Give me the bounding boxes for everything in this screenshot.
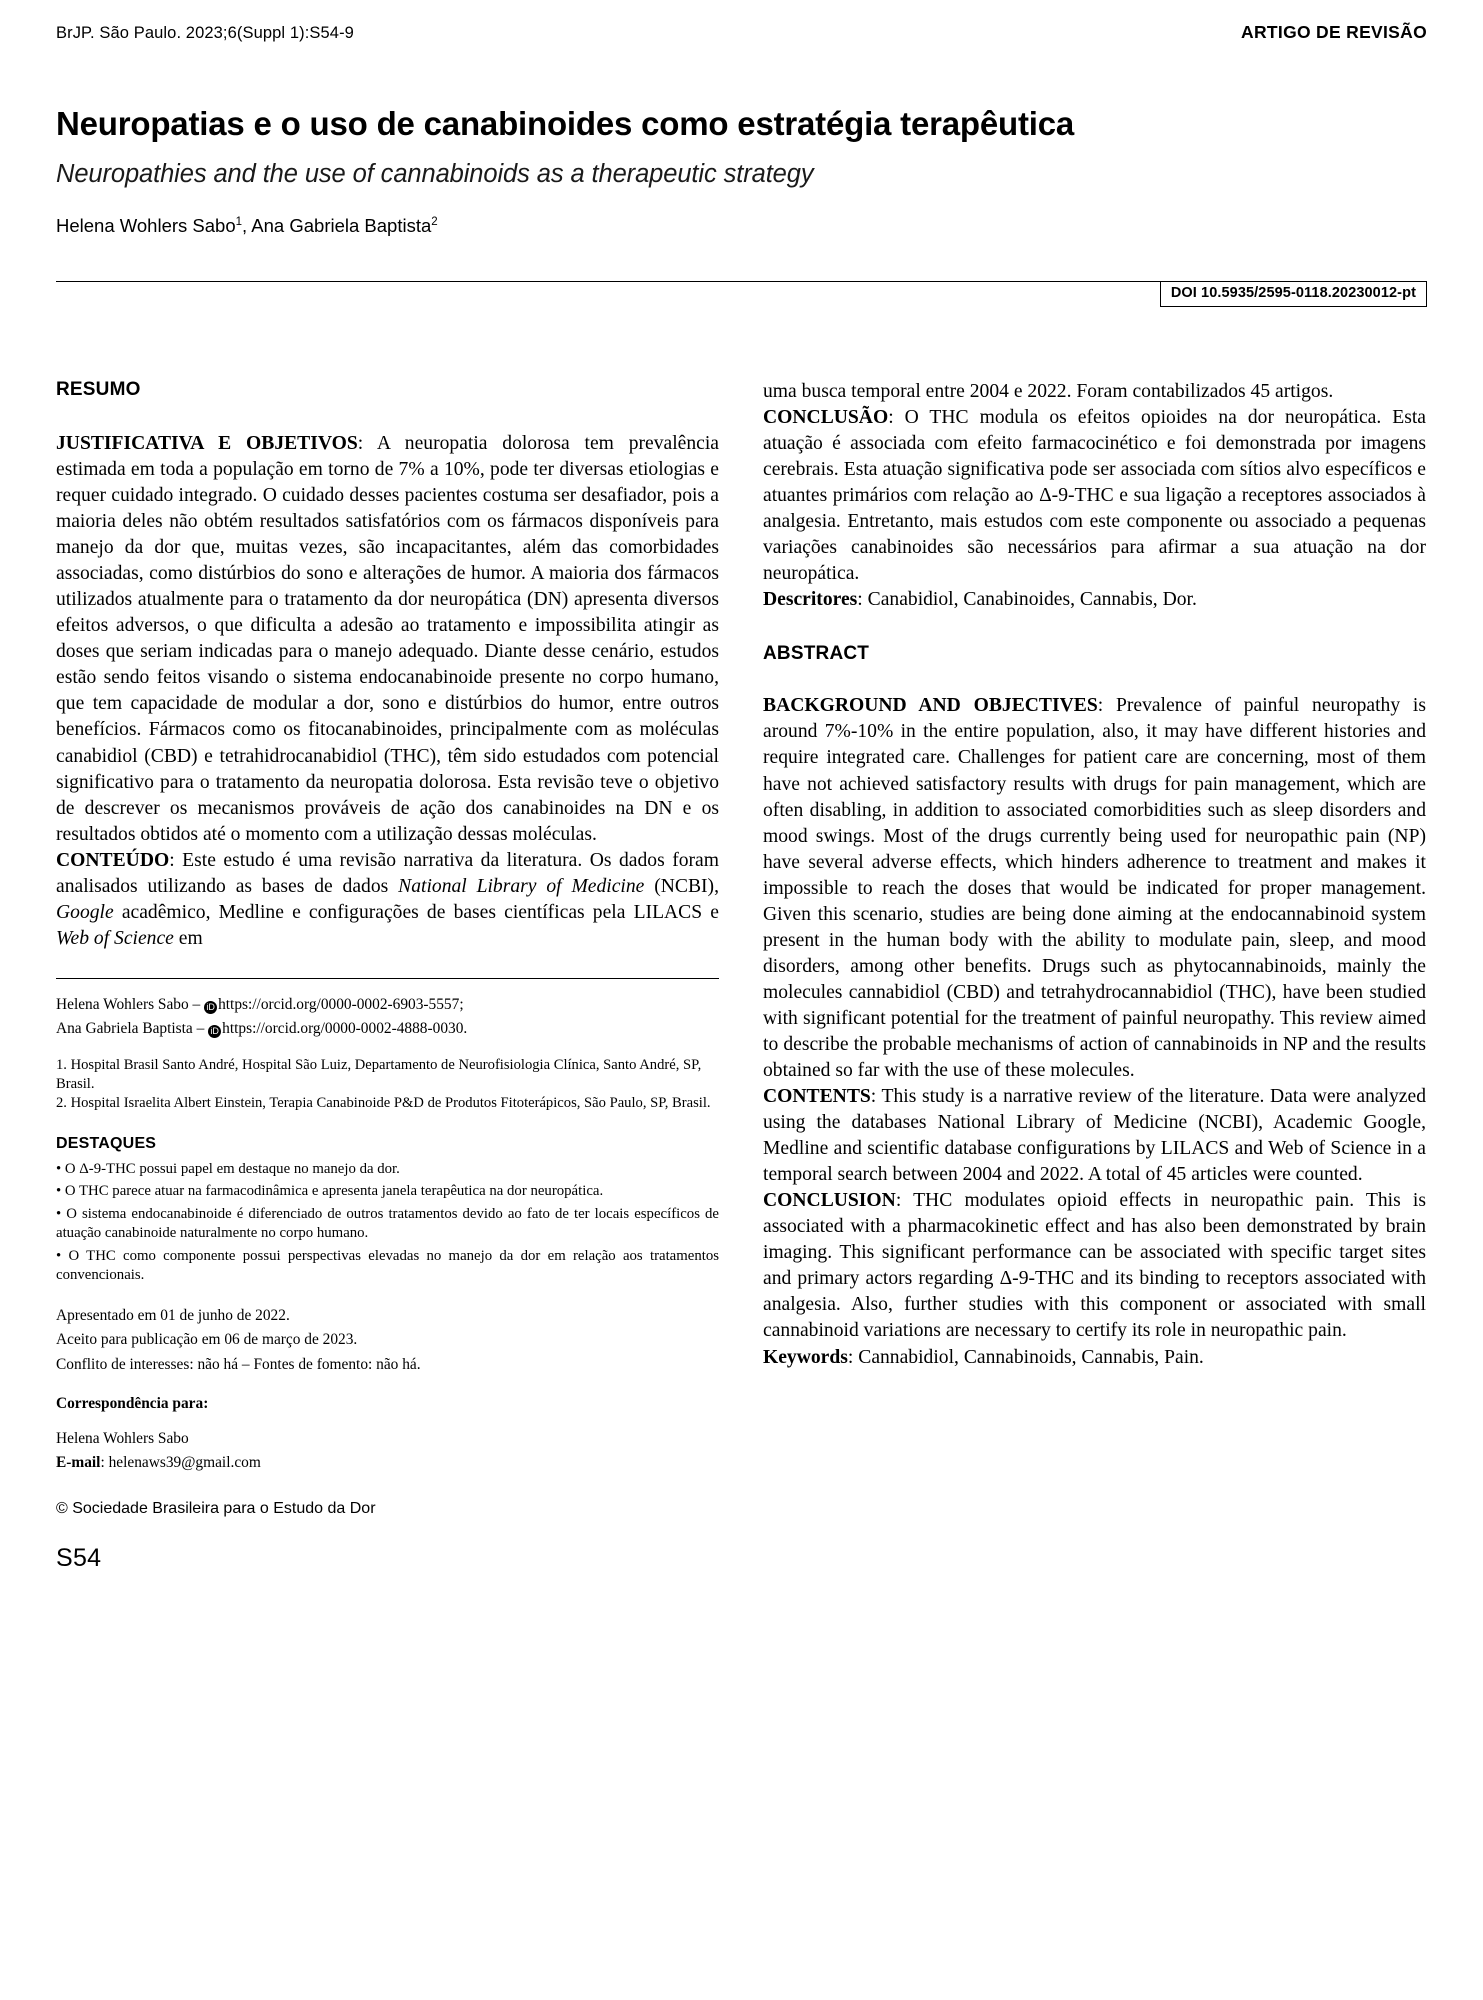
orcid-url-1[interactable]: https://orcid.org/0000-0002-6903-5557; xyxy=(218,995,464,1013)
resumo-p2-italic-3: Web of Science xyxy=(56,927,174,949)
descritores-text: : Canabidiol, Canabinoides, Cannabis, Dor. xyxy=(857,589,1197,611)
orcid-line-1 xyxy=(56,995,719,1015)
resumo-paragraph-3 xyxy=(763,405,1426,587)
author-list: Helena Wohlers Sabo$^1$, Ana Gabriela Baptista$^2$ xyxy=(56,214,438,236)
copyright-notice: © Sociedade Brasileira para o Estudo da Dor xyxy=(56,1499,376,1517)
abstract-p2-lead: CONTENTS xyxy=(763,1086,871,1108)
descritores-lead: Descritores xyxy=(763,589,858,611)
correspondence-name: Helena Wohlers Sabo xyxy=(56,1429,189,1447)
publication-dates xyxy=(56,1306,719,1375)
keywords-text: : Cannabidiol, Cannabinoids, Cannabis, Pain. xyxy=(847,1346,1204,1368)
resumo-heading: RESUMO xyxy=(56,378,141,400)
resumo-p3-lead: CONCLUSÃO xyxy=(763,406,889,428)
resumo-p2-text-c: acadêmico, Medline e configurações de bases científicas pela LILACS e xyxy=(113,901,719,923)
received-date: Apresentado em 01 de junho de 2022. xyxy=(56,1306,290,1324)
abstract-p1-lead: BACKGROUND AND OBJECTIVES xyxy=(763,695,1098,717)
resumo-p2-italic-2: Google xyxy=(56,901,114,923)
accepted-date: Aceito para publicação em 06 de março de 2023. xyxy=(56,1331,358,1349)
running-head xyxy=(56,22,1427,43)
abstract-paragraph-2 xyxy=(763,1084,1426,1188)
abstract-heading: ABSTRACT xyxy=(763,643,870,665)
article-type-label: ARTIGO DE REVISÃO xyxy=(1241,22,1427,42)
resumo-paragraph-2 xyxy=(56,848,719,952)
abstract-p2-text: : This study is a narrative review of the literature. Data were analyzed using the databases National Library of Medicine (NCBI), Academic Google, Medline and scientific database configurations by LILACS and Web of Science in a temporal search between 2004 and 2022. A total of 45 articles were counted. xyxy=(763,1086,1426,1186)
two-column-body xyxy=(56,379,1427,1573)
correspondence-heading-text: Correspondência para xyxy=(56,1395,204,1413)
page-number: S54 xyxy=(56,1543,102,1572)
email-value[interactable]: : helenaws39@gmail.com xyxy=(100,1454,261,1472)
page-content xyxy=(56,22,1427,1573)
orcid-icon: iD xyxy=(204,1001,217,1014)
resumo-descriptors xyxy=(763,587,1426,613)
orcid-author-1: Helena Wohlers Sabo – xyxy=(56,995,205,1013)
affiliation-2: 2. Hospital Israelita Albert Einstein, Terapia Canabinoide P&D de Produtos Fitoterápicos, São Paulo, SP, Brasil. xyxy=(56,1094,711,1111)
abstract-keywords xyxy=(763,1345,1426,1371)
highlight-item: • O THC como componente possui perspectivas elevadas no manejo da dor em relação aos tratamentos convencionais. xyxy=(56,1247,719,1284)
highlight-item: • O sistema endocanabinoide é diferenciado de outros tratamentos devido ao fato de ter locais específicos de atuação canabinoide naturalmente no corpo humano. xyxy=(56,1205,719,1242)
resumo-p1-lead: JUSTIFICATIVA E OBJETIVOS xyxy=(56,432,358,454)
orcid-icon: iD xyxy=(208,1025,221,1038)
journal-citation: BrJP. São Paulo. 2023;6(Suppl 1):S54-9 xyxy=(56,24,354,42)
email-label: E-mail xyxy=(56,1454,101,1472)
abstract-p1-text: : Prevalence of painful neuropathy is around 7%-10% in the entire population, also, it may have different histories and require integrated care. Challenges for patient care are concerning, most of them have not achieved satisfactory results with drugs for pain management, which are often disabling, in addition to associated comorbidities such as sleep disorders and mood swings. Most of the drugs currently being used for neuropathic pain (NP) have several adverse effects, which hinders adherence to treatment and makes it impossible to reach the doses that would be indicated for proper management. Given this scenario, studies are being done aiming at the endocannabinoid system present in the human body with the ability to modulate pain, sleep, and mood disorders, among other benefits. Drugs such as phytocannabinoids, mainly the molecules cannabidiol (CBD) and tetrahydrocannabidiol (THC), have been studied with significant potential for the treatment of painful neuropathy. This review aimed to describe the probable mechanisms of action of cannabinoids in NP and the results obtained so far with the use of these molecules. xyxy=(763,695,1426,1082)
resumo-p3-text: : O THC modula os efeitos opioides na dor neuropática. Esta atuação é associada com efeito farmacocinético e foi demonstrada por imagens cerebrais. Esta atuação significativa pode ser associada com sítios alvo específicos e atuantes primários com relação ao Δ-9-THC e sua ligação a receptores associados à analgesia. Entretanto, mais estudos com este componente ou associado a pequenas variações canabinoides são necessários para afirmar a sua atuação na dor neuropática. xyxy=(763,406,1426,585)
column-left xyxy=(56,379,719,1573)
correspondence-heading: Correspondência para: xyxy=(56,1395,209,1413)
abstract-paragraph-1 xyxy=(763,693,1426,1084)
resumo-p2-text-b: (NCBI), xyxy=(644,875,719,897)
abstract-p3-lead: CONCLUSION xyxy=(763,1190,896,1212)
doi-badge[interactable]: DOI 10.5935/2595-0118.20230012-pt xyxy=(1160,281,1427,307)
resumo-p2-italic-1: National Library of Medicine xyxy=(398,875,645,897)
doi-row xyxy=(56,281,1427,307)
column-right xyxy=(763,379,1426,1573)
conflict-of-interest: Conflito de interesses: não há – Fontes de fomento: não há. xyxy=(56,1355,421,1373)
keywords-lead: Keywords xyxy=(763,1346,848,1368)
abstract-p3-text: : THC modulates opioid effects in neuropathic pain. This is associated with a pharmacokinetic effect and has also been demonstrated by brain imaging. This significant performance can be associated with specific target sites and primary actors regarding Δ-9-THC and its binding to receptors associated with analgesia. Also, further studies with this component or associated with small cannabinoid variations are necessary to certify its role in neuropathic pain. xyxy=(763,1190,1426,1342)
orcid-line-2 xyxy=(56,1019,719,1039)
affiliations xyxy=(56,1056,719,1113)
abstract-paragraph-3 xyxy=(763,1188,1426,1344)
orcid-author-2: Ana Gabriela Baptista – xyxy=(56,1020,209,1038)
highlight-item: • O Δ-9-THC possui papel em destaque no manejo da dor. xyxy=(56,1160,400,1177)
highlight-item: • O THC parece atuar na farmacodinâmica e apresenta janela terapêutica na dor neuropática. xyxy=(56,1183,604,1200)
resumo-p1-text: : A neuropatia dolorosa tem prevalência estimada em toda a população em torno de 7% a 10%, pode ter diversas etiologias e requer cuidado integrado. O cuidado desses pacientes costuma ser desafiador, pois a maioria deles não obtém resultados satisfatórios com os fármacos disponíveis para manejo da dor que, muitas vezes, são incapacitantes, além das comorbidades associadas, como distúrbios do sono e alterações de humor. A maioria dos fármacos utilizados atualmente para o tratamento da dor neuropática (DN) apresenta diversos efeitos adversos, o que dificulta a adesão ao tratamento e impossibilita atingir as doses que seriam indicadas para o manejo adequado. Diante desse cenário, estudos estão sendo feitos visando o sistema endocanabinoide presente no corpo humano, que tem capacidade de modular a dor, sono e distúrbios do humor, entre outros benefícios. Fármacos como os fitocanabinoides, principalmente com as moléculas canabidiol (CBD) e tetrahidrocanabidiol (THC), têm sido estudados com potencial significativo para o tratamento da neuropatia dolorosa. Esta revisão teve o objetivo de descrever os mecanismos prováveis de ação dos canabinoides na DN e os resultados obtidos até o momento com a utilização dessas moléculas. xyxy=(56,432,719,845)
orcid-url-2[interactable]: https://orcid.org/0000-0002-4888-0030. xyxy=(222,1020,468,1038)
resumo-paragraph-2-cont: uma busca temporal entre 2004 e 2022. Foram contabilizados 45 artigos. xyxy=(763,380,1334,402)
resumo-paragraph-1 xyxy=(56,431,719,848)
page-title: Neuropatias e o uso de canabinoides como estratégia terapêutica xyxy=(56,105,1075,142)
page-subtitle: Neuropathies and the use of cannabinoids as a therapeutic strategy xyxy=(56,159,814,188)
affiliation-1: 1. Hospital Brasil Santo André, Hospital São Luiz, Departamento de Neurofisiologia Clínica, Santo André, SP, Brasil. xyxy=(56,1056,702,1092)
resumo-p2-lead: CONTEÚDO xyxy=(56,849,170,871)
footnote-divider xyxy=(56,978,719,979)
highlights-heading: DESTAQUES xyxy=(56,1134,157,1152)
resumo-p2-text-a: : Este estudo é uma revisão narrativa da literatura. Os dados foram analisados utilizando as bases de dados xyxy=(56,849,719,897)
resumo-p2-text-d: em xyxy=(173,927,203,949)
correspondence-email xyxy=(56,1453,719,1473)
